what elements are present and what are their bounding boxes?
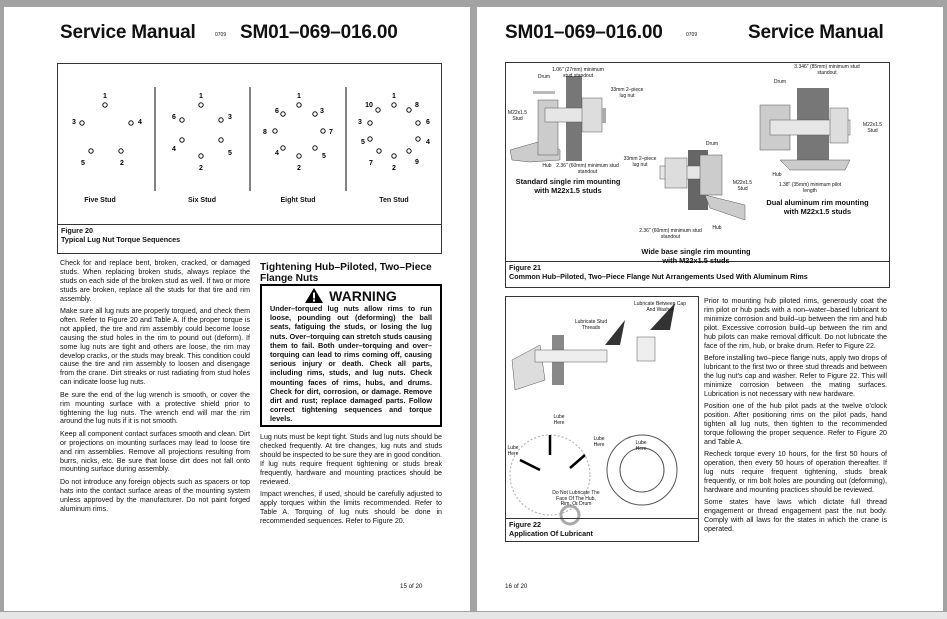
figure-number: Figure 20 bbox=[61, 226, 93, 235]
panel-label-six: Six Stud bbox=[187, 197, 216, 204]
paragraph: Some states have laws which dictate full thread engagement or thread engagement past the nut body. Comply with all laws for the states in which the crane is operated. bbox=[704, 498, 887, 533]
stud-number: 1 bbox=[199, 93, 203, 100]
stud-number: 10 bbox=[365, 102, 373, 109]
figure-22 bbox=[505, 296, 699, 542]
label: M22x1.5 Stud bbox=[862, 122, 883, 134]
page-number: 15 of 20 bbox=[400, 583, 423, 590]
paragraph: Make sure all lug nuts are properly torqued, and check them often. Refer to Figure 20 and Table A. If the proper torque is not applied, the tire and rim assembly could become loose causing the stud holes in the rim to pound out (deform). If some lug nuts are tight and others are loose, the rim may develop cracks, or the studs may break. This condition could cause the tire and rim assembly to loosen and disengage from the crane. Dirt streaks or rust radiating from stud holes can indicate loose lug nuts. bbox=[60, 307, 250, 387]
figure-22-caption bbox=[506, 518, 698, 541]
figure-label: Dual aluminum rim mounting with M22x1.5 studs bbox=[766, 198, 869, 216]
label: Lubricate Stud Threads bbox=[574, 319, 608, 331]
figure-title: Common Hub–Piloted, Two–Piece Flange Nut Arrangements Used With Aluminum Rims bbox=[509, 271, 808, 281]
label: 2.36" (60mm) minimum stud standout bbox=[639, 228, 702, 240]
label: Lube Here bbox=[593, 436, 605, 448]
header-doc-number: SM01–069–016.00 bbox=[505, 22, 663, 43]
stud-number: 3 bbox=[320, 108, 324, 115]
header-title: Service Manual bbox=[60, 22, 196, 43]
header-code: 0709 bbox=[686, 32, 698, 38]
stud-number: 7 bbox=[369, 160, 373, 167]
label: 33mm 2–piece lug nut bbox=[610, 87, 644, 99]
stud-number: 6 bbox=[275, 108, 279, 115]
dual-mounting-illustration bbox=[760, 88, 850, 170]
figure-number: Figure 21 bbox=[509, 263, 541, 272]
stud-number: 4 bbox=[426, 139, 430, 146]
panel-label-five: Five Stud bbox=[84, 197, 116, 204]
label: Lubricate Between Cap And Washer bbox=[634, 301, 686, 313]
viewer-bottom-bar bbox=[0, 612, 947, 619]
paragraph: Be sure the end of the lug wrench is smooth, or cover the rim mounting surface with a protective shield prior to tightening the lug nuts. The wrench end will mar the rim around the lug nuts if it is not smooth. bbox=[60, 390, 250, 426]
label: Drum bbox=[773, 79, 787, 85]
stud-number: 2 bbox=[199, 165, 203, 172]
warning-title: WARNING bbox=[329, 288, 397, 304]
stud-number: 6 bbox=[172, 114, 176, 121]
section-title: Tightening Hub–Piloted, Two–Piece Flange Nuts bbox=[260, 262, 432, 284]
stud-number: 4 bbox=[172, 146, 176, 153]
label: Hub bbox=[712, 225, 722, 231]
paragraph: Keep all component contact surfaces smooth and clean. Dirt or projections on mounting surfaces may lead to loose tire and rim assemblies. Remove all projections resulting from burrs, nicks, etc. Be sure that loose dirt does not fall onto mounting surface during assembly. bbox=[60, 429, 250, 474]
paragraph: Recheck torque every 10 hours, for the first 50 hours of operation, then every 50 hours of operation thereafter. If lug nuts require frequent tightening, studs break frequently, or rim bolt holes are pounding out (deforming), hardware and mounting practices should be reviewed. bbox=[704, 450, 887, 494]
label: Lube Here bbox=[553, 414, 565, 426]
label: M22x1.5 Stud bbox=[507, 110, 528, 122]
stud-number: 5 bbox=[361, 139, 365, 146]
stud-number: 2 bbox=[120, 160, 124, 167]
label: Do Not Lubricate The Face Of The Hub, Rim, Or Drum bbox=[552, 490, 600, 508]
header-doc-number: SM01–069–016.00 bbox=[240, 22, 398, 43]
figure-label: Standard single rim mounting with M22x1.5 studs bbox=[515, 177, 621, 195]
figure-number: Figure 22 bbox=[509, 520, 541, 529]
paragraph: Position one of the hub pilot pads at the twelve o'clock position. After positioning rims on the pilot pads, hand tighten all lug nuts, then tighten to the recommended torque following the proper sequence. Refer to Figure 20 and Table A. bbox=[704, 401, 887, 446]
paragraph: Check for and replace bent, broken, cracked, or damaged studs. When replacing broken studs, always replace the studs on each side of the broken stud as well. If two or more studs are broken, replace all the studs for that tire and rim assembly. bbox=[60, 259, 250, 303]
label: 33mm 2–piece lug nut bbox=[623, 156, 657, 168]
stud-number: 1 bbox=[392, 93, 396, 100]
label: 2.36" (60mm) minimum stud standout bbox=[556, 163, 619, 175]
stud-number: 3 bbox=[358, 119, 362, 126]
label: 1.06" (27mm) minimum stud standout bbox=[552, 67, 604, 79]
paragraph: Lug nuts must be kept tight. Studs and lug nuts should be checked frequently. At tire changes, lug nuts and studs should be inspected to be sure they are in good condition. If lug nuts require frequent tightening or studs break frequently, hardware and mounting practices should be reviewed. bbox=[260, 433, 442, 486]
header-code: 0709 bbox=[215, 32, 227, 38]
stud-number: 5 bbox=[81, 160, 85, 167]
paragraph: Prior to mounting hub piloted rims, generously coat the rim pilot or hub pads with a non–water–based lubricant to minimize corrosion and build–up between the rim and hub pilot. Excessive corrosion build–up between the rim and hub pilots can make removal difficult. Do not lubricate the face of the rim, hub, or brake drum. Refer to Figure 22. bbox=[704, 297, 887, 350]
label: Lube Here bbox=[635, 440, 647, 452]
stud-number: 5 bbox=[228, 150, 232, 157]
label: M22x1.5 Stud bbox=[732, 180, 753, 192]
label: Lube Here bbox=[507, 445, 519, 457]
label: Hub bbox=[542, 163, 552, 169]
panel-label-ten: Ten Stud bbox=[379, 197, 409, 204]
stud-number: 4 bbox=[138, 119, 142, 126]
stud-number: 1 bbox=[297, 93, 301, 100]
paragraph: Do not introduce any foreign objects such as spacers or top hats into the contact surface areas of the mounting system unless approved by the manufacturer. Do not paint forged aluminum rims. bbox=[60, 477, 250, 513]
stud-number: 1 bbox=[103, 93, 107, 100]
stud-number: 8 bbox=[415, 102, 419, 109]
stud-number: 7 bbox=[329, 129, 333, 136]
figure-label: Wide base single rim mounting with M22x1.5 studs bbox=[641, 247, 751, 265]
panel-label-eight: Eight Stud bbox=[280, 197, 316, 204]
warning-body: Under–torqued lug nuts allow rims to run loose, pounding out (deforming) the ball seats, fatiguing the studs, or losing the lug nuts. Over–torquing can stretch studs causing them to fail. Both under–torquing and over–torquing can lead to rims coming off, causing serious injury or death. Check all parts, including rims, studs, and lug nuts. Check mounting faces of rims, hubs, and drums. Check for dirt, corrosion, or damage. Remove dirt and rust; replace damaged parts. Follow correct tightening sequences and torque levels. bbox=[270, 304, 432, 424]
stud-number: 5 bbox=[322, 153, 326, 160]
stud-number: 6 bbox=[426, 119, 430, 126]
right-page-text bbox=[704, 297, 887, 537]
stud-number: 9 bbox=[415, 159, 419, 166]
stud-number: 3 bbox=[228, 114, 232, 121]
stud-number: 3 bbox=[72, 119, 76, 126]
figure-title: Application Of Lubricant bbox=[509, 528, 593, 538]
label: Hub bbox=[772, 172, 782, 178]
label: Drum bbox=[705, 141, 719, 147]
label: 3.346" (85mm) minimum stud standout bbox=[794, 64, 860, 76]
stud-number: 2 bbox=[297, 165, 301, 172]
header-title: Service Manual bbox=[748, 22, 884, 43]
label: Drum bbox=[537, 74, 551, 80]
figure-title: Typical Lug Nut Torque Sequences bbox=[61, 234, 181, 244]
page-number: 16 of 20 bbox=[505, 583, 528, 590]
stud-number: 8 bbox=[263, 129, 267, 136]
label: 1.38" (35mm) minimum pilot length bbox=[778, 182, 842, 194]
paragraph: Impact wrenches, if used, should be carefully adjusted to apply torques within the limits recommended. Refer to Table A. Torquing of lug nuts should be done in recommended sequences. Refer to Figure 20. bbox=[260, 489, 442, 525]
paragraph: Before installing two–piece flange nuts, apply two drops of lubricant to the first two or three stud threads and between the lug nut's cap and washer. Refer to Figure 22. This will minimize corrosion between the mating surfaces. Lubrication is not necessary with new hardware. bbox=[704, 353, 887, 398]
stud-number: 4 bbox=[275, 150, 279, 157]
stud-number: 2 bbox=[392, 165, 396, 172]
